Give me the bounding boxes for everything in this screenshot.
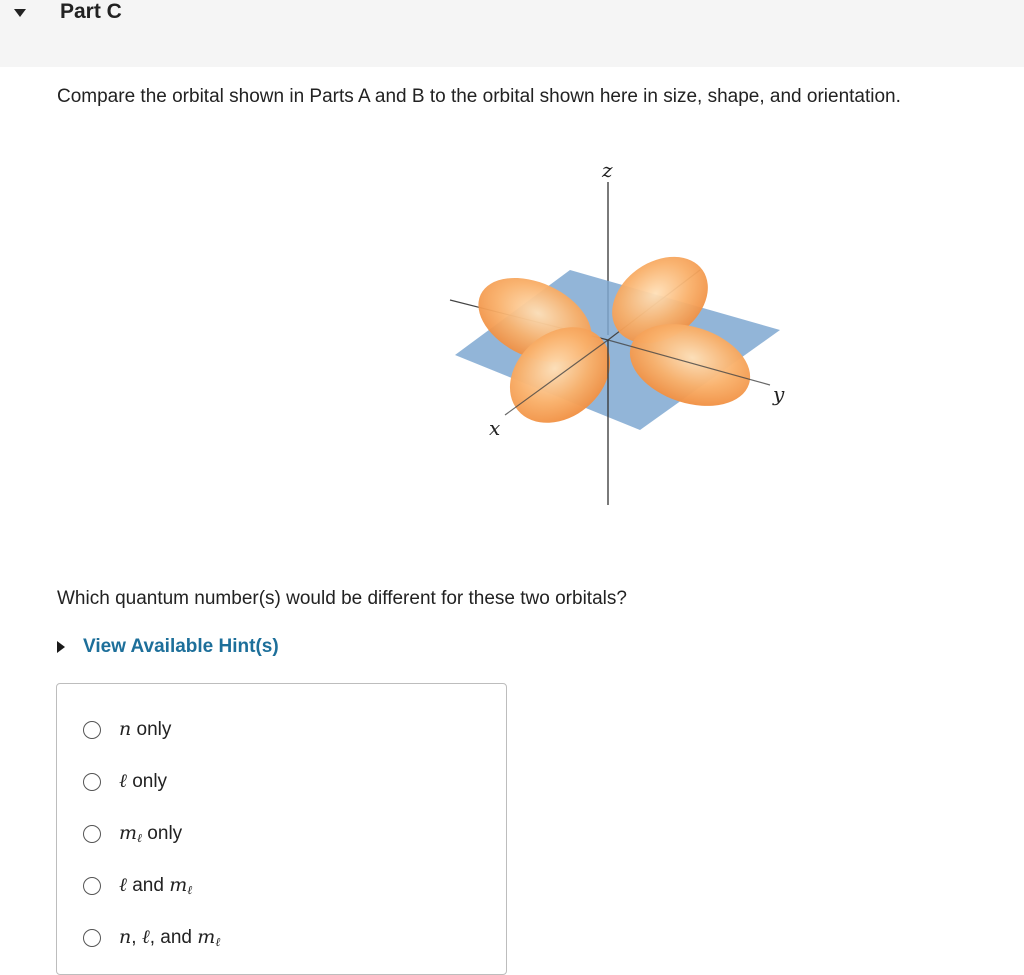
radio-button[interactable] (83, 877, 101, 895)
question-text: Which quantum number(s) would be different for these two orbitals? (57, 588, 627, 609)
option-label: n only (119, 718, 172, 740)
prompt-text: Compare the orbital shown in Parts A and B to the orbital shown here in size, shape, and orientation. (57, 86, 901, 107)
part-header[interactable] (0, 0, 1024, 67)
axis-z-label: z (602, 158, 613, 182)
option-label: ℓ only (119, 770, 168, 792)
part-title: Part C (60, 0, 122, 23)
collapse-caret-icon[interactable] (14, 9, 26, 17)
view-hints-label[interactable]: View Available Hint(s) (83, 636, 279, 657)
option-l-and-ml[interactable] (83, 874, 192, 898)
option-label: n, ℓ, and $m_\ell$ (119, 926, 221, 949)
radio-button[interactable] (83, 773, 101, 791)
option-n-only[interactable] (83, 718, 171, 741)
option-label: $m_\ell$ only (119, 822, 183, 845)
axis-x-label: x (489, 416, 501, 440)
answer-choices (56, 683, 507, 975)
option-n-l-and-ml[interactable] (83, 926, 220, 950)
radio-button[interactable] (83, 929, 101, 947)
option-ml-only[interactable] (83, 822, 182, 846)
radio-button[interactable] (83, 721, 101, 739)
expand-caret-icon (57, 641, 65, 653)
axis-y-label: y (773, 382, 785, 406)
radio-button[interactable] (83, 825, 101, 843)
option-label: ℓ and $m_\ell$ (119, 874, 193, 897)
view-hints-toggle[interactable] (57, 636, 279, 658)
orbital-figure (425, 150, 805, 510)
option-l-only[interactable] (83, 770, 167, 793)
